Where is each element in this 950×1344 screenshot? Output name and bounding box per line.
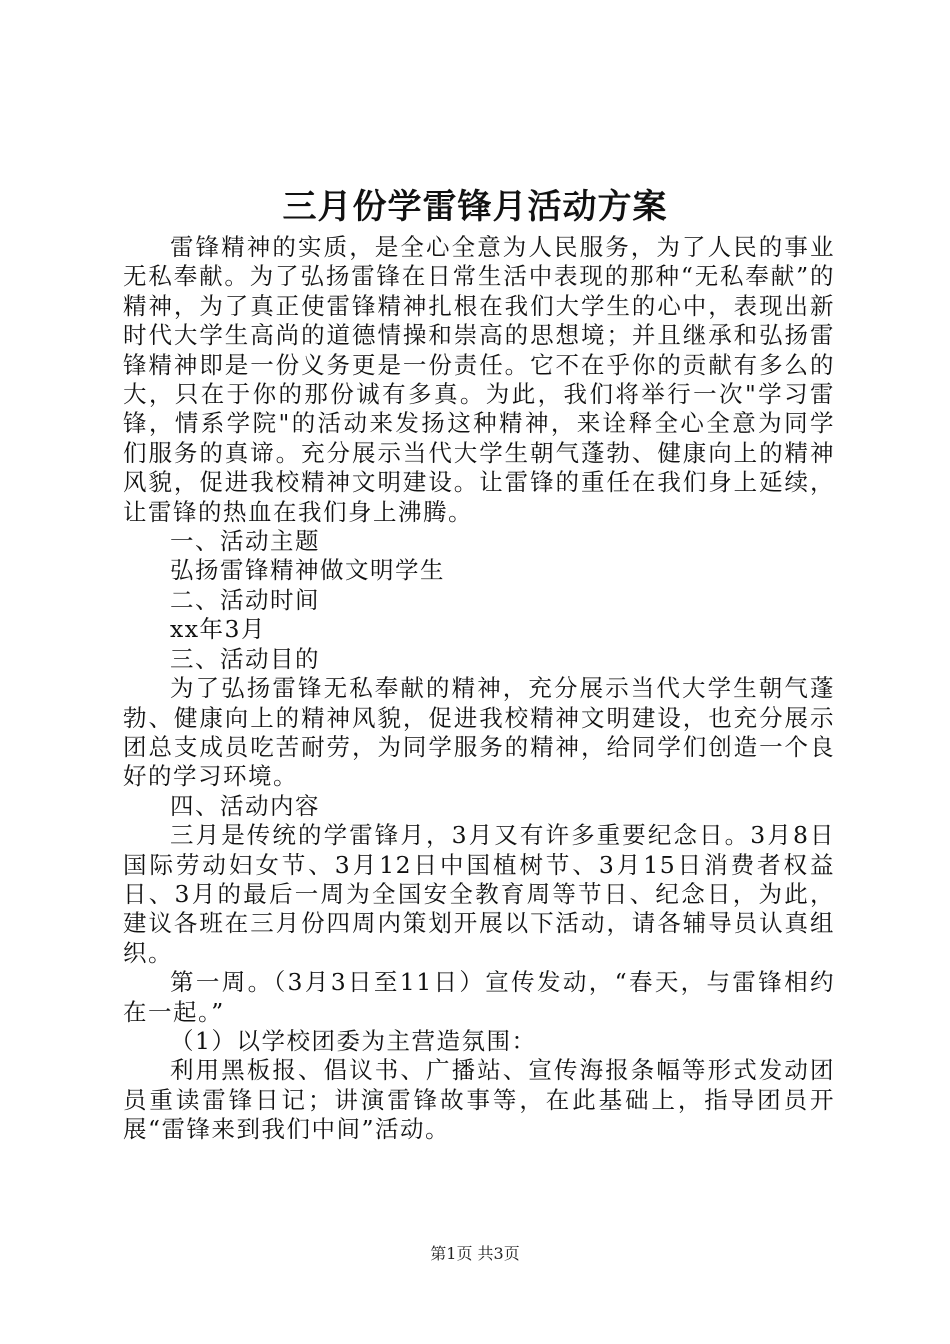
week-one-paragraph: 第一周。（3月3日至11日）宣传发动，“春天，与雷锋相约在一起。” <box>123 968 835 1026</box>
section-heading-content: 四、活动内容 <box>170 791 320 820</box>
item-one-heading: （1）以学校团委为主营造氛围： <box>170 1026 537 1055</box>
item-one-paragraph: 利用黑板报、倡议书、广播站、宣传海报条幅等形式发动团员重读雷锋日记；讲演雷锋故事等，在此基础上，指导团员开展“雷锋来到我们中间”活动。 <box>123 1056 835 1144</box>
purpose-paragraph: 为了弘扬雷锋无私奉献的精神，充分展示当代大学生朝气蓬勃、健康向上的精神风貌，促进我校精神文明建设，也充分展示团总支成员吃苦耐劳，为同学服务的精神，给同学们创造一个良好的学习环境。 <box>123 674 835 791</box>
time-text: xx年3月 <box>170 615 266 644</box>
document-title: 三月份学雷锋月活动方案 <box>282 187 668 227</box>
document-body <box>123 233 835 1145</box>
section-heading-theme: 一、活动主题 <box>170 527 320 556</box>
theme-text: 弘扬雷锋精神做文明学生 <box>170 556 445 585</box>
content-paragraph: 三月是传统的学雷锋月，3月又有许多重要纪念日。3月8日国际劳动妇女节、3月12日中国植树节、3月15日消费者权益日、3月的最后一周为全国安全教育周等节日、纪念日，为此，建议各班在三月份四周内策划开展以下活动，请各辅导员认真组织。 <box>123 821 835 967</box>
section-heading-time: 二、活动时间 <box>170 585 320 614</box>
page-number-footer: 第1页 共3页 <box>430 1244 520 1263</box>
intro-paragraph: 雷锋精神的实质，是全心全意为人民服务，为了人民的事业无私奉献。为了弘扬雷锋在日常生活中表现的那种“无私奉献”的精神，为了真正使雷锋精神扎根在我们大学生的心中，表现出新时代大学生高尚的道德情操和崇高的思想境；并且继承和弘扬雷锋精神即是一份义务更是一份责任。它不在乎你的贡献有多么的大，只在于你的那份诚有多真。为此，我们将举行一次"学习雷锋，情系学院"的活动来发扬这种精神，来诠释全心全意为同学们服务的真谛。充分展示当代大学生朝气蓬勃、健康向上的精神风貌，促进我校精神文明建设。让雷锋的重任在我们身上延续，让雷锋的热血在我们身上沸腾。 <box>123 233 835 526</box>
section-heading-purpose: 三、活动目的 <box>170 644 320 673</box>
